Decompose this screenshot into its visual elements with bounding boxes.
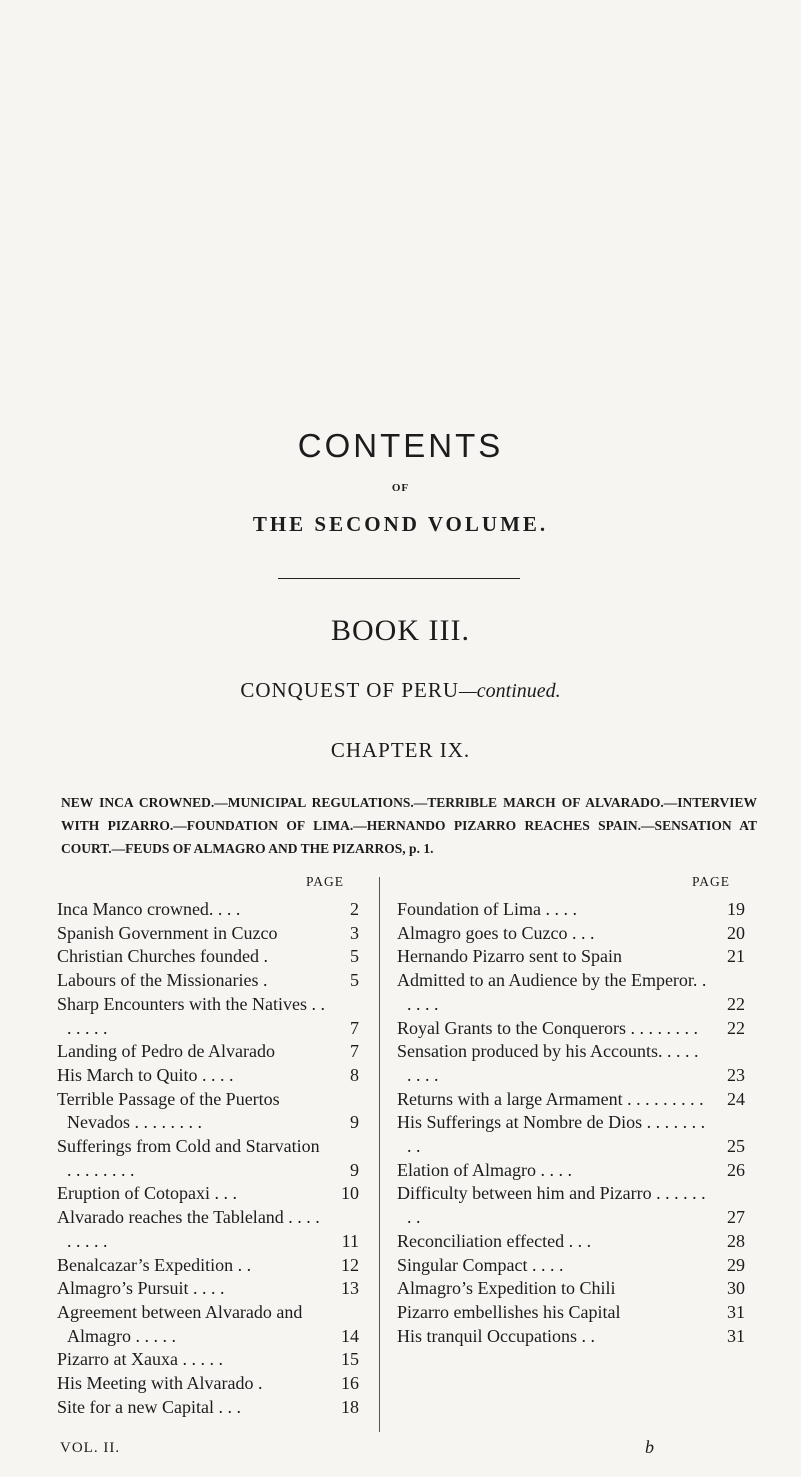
entry-title: Hernando Pizarro sent to Spain [397,946,622,967]
entry-title: Almagro’s Expedition to Chili [397,1278,616,1299]
entry-title: Christian Churches founded . [57,946,268,967]
entry-page-number: 7 [350,1017,359,1038]
entry-title: Sufferings from Cold and Starvation . . . . . . . . [57,1136,320,1180]
contents-entry [397,1040,745,1087]
entry-title: Alvarado reaches the Tableland . . . . . . . . . [57,1207,320,1251]
entry-page-number: 30 [727,1278,745,1299]
entry-title: Elation of Almagro . . . . [397,1159,572,1180]
left-contents-column [57,898,359,1419]
entry-title: Agreement between Alvarado and Almagro . . . . . [57,1301,303,1346]
chapter-heading: CHAPTER IX. [330,738,471,762]
contents-entry [397,1182,745,1229]
entry-page-number: 21 [727,946,745,967]
entry-title: Returns with a large Armament . . . . . . . . . [397,1088,704,1109]
right-contents-column [397,898,745,1348]
entry-page-number: 19 [727,899,745,919]
contents-entry [397,898,745,922]
contents-entry [57,1277,359,1301]
contents-entry [397,969,745,1016]
entry-title: Foundation of Lima . . . . [397,899,577,919]
book-heading: BOOK III. [331,614,470,647]
entry-page-number: 29 [727,1254,745,1275]
entry-title: Admitted to an Audience by the Emperor. . . . . . [397,970,707,1014]
entry-page-number: 23 [727,1064,745,1085]
contents-entry [57,945,359,969]
entry-title: Terrible Passage of the Puertos Nevados . . . . . . . . [57,1088,280,1133]
entry-page-number: 9 [350,1112,359,1133]
column-divider [379,877,380,1432]
contents-entry [57,993,359,1040]
entry-page-number: 9 [350,1159,359,1180]
entry-page-number: 31 [727,1301,745,1322]
entry-page-number: 2 [350,899,359,919]
entry-page-number: 11 [341,1230,359,1251]
entry-title: Benalcazar’s Expedition . . [57,1254,252,1275]
volume-title: THE SECOND VOLUME. [252,512,549,536]
contents-entry [57,898,359,922]
entry-page-number: 18 [341,1396,359,1417]
contents-entry [397,1277,745,1301]
entry-title: Pizarro embellishes his Capital [397,1301,621,1322]
book-subtitle [0,678,801,703]
contents-title: CONTENTS [297,427,504,464]
entry-page-number: 3 [350,922,359,943]
entry-page-number: 7 [350,1041,359,1062]
entry-page-number: 10 [341,1183,359,1204]
horizontal-rule [278,578,520,579]
entry-title: Almagro goes to Cuzco . . . [397,922,595,943]
entry-title: Royal Grants to the Conquerors . . . . . . . . [397,1017,698,1038]
entry-title: His March to Quito . . . . [57,1064,234,1085]
entry-page-number: 24 [727,1088,745,1109]
entry-page-number: 14 [341,1325,359,1346]
entry-page-number: 31 [727,1325,745,1346]
contents-entry [57,1064,359,1088]
entry-page-number: 16 [341,1373,359,1394]
contents-entry [57,1182,359,1206]
contents-entry [57,1206,359,1253]
entry-page-number: 5 [350,946,359,967]
entry-title: Sharp Encounters with the Natives . . . . . . . [57,993,325,1038]
contents-entry [397,1325,745,1349]
entry-title: Almagro’s Pursuit . . . . [57,1278,225,1299]
signature-mark: b [645,1437,654,1457]
chapter-summary: NEW INCA CROWNED.—MUNICIPAL REGULATIONS.—TERRIBLE MARCH OF ALVARADO.—INTERVIEW WITH PIZARRO.—FOUNDATION OF LIMA.—HERNANDO PIZARRO REACHES SPAIN.—SENSATION AT COURT.—FEUDS OF ALMAGRO AND THE PIZARROS, p. 1. [61,795,757,856]
contents-entry [57,969,359,993]
contents-entry [57,1040,359,1064]
entry-page-number: 22 [727,993,745,1014]
entry-title: Spanish Government in Cuzco [57,922,278,943]
entry-page-number: 27 [727,1207,745,1228]
left-page-header: PAGE [306,874,345,889]
contents-entry [397,1111,745,1158]
entry-page-number: 26 [727,1159,745,1180]
contents-entry [397,1254,745,1278]
continued-label: —continued. [459,680,561,702]
right-page-header: PAGE [692,874,731,889]
contents-entry [57,1348,359,1372]
entry-title: Labours of the Missionaries . [57,970,268,991]
entry-title: His tranquil Occupations . . [397,1325,595,1346]
contents-entry [57,1088,359,1135]
entry-title: Difficulty between him and Pizarro . . . . . . . . [397,1183,706,1228]
entry-page-number: 12 [341,1254,359,1275]
entry-title: Sensation produced by his Accounts. . . . . . . . . [397,1041,699,1085]
entry-page-number: 22 [727,1017,745,1038]
contents-entry [57,1254,359,1278]
contents-entry [397,1301,745,1325]
contents-entry [397,1230,745,1254]
entry-title: Site for a new Capital . . . [57,1396,241,1417]
contents-entry [57,1396,359,1420]
entry-page-number: 13 [341,1278,359,1299]
entry-title: His Meeting with Alvarado . [57,1373,263,1394]
entry-page-number: 25 [727,1136,745,1157]
entry-title: Reconciliation effected . . . [397,1230,592,1251]
entry-page-number: 8 [350,1064,359,1085]
contents-entry [397,1159,745,1183]
contents-entry [57,1372,359,1396]
volume-footer: VOL. II. [60,1440,121,1456]
contents-entry [397,945,745,969]
contents-entry [57,1135,359,1182]
entry-title: Eruption of Cotopaxi . . . [57,1183,237,1204]
entry-page-number: 5 [350,970,359,991]
entry-title: Landing of Pedro de Alvarado [57,1041,275,1062]
contents-entry [397,922,745,946]
of-label: OF [391,482,410,494]
contents-entry [397,1017,745,1041]
entry-title: Inca Manco crowned. . . . [57,899,241,919]
contents-entry [57,922,359,946]
contents-entry [57,1301,359,1348]
entry-page-number: 20 [727,922,745,943]
entry-title: Pizarro at Xauxa . . . . . [57,1349,223,1370]
entry-title: Singular Compact . . . . [397,1254,564,1275]
entry-page-number: 15 [341,1349,359,1370]
book-subtitle-text: CONQUEST OF PERU [240,678,459,702]
contents-entry [397,1088,745,1112]
entry-title: His Sufferings at Nombre de Dios . . . . . . . . . [397,1112,706,1157]
entry-page-number: 28 [727,1230,745,1251]
